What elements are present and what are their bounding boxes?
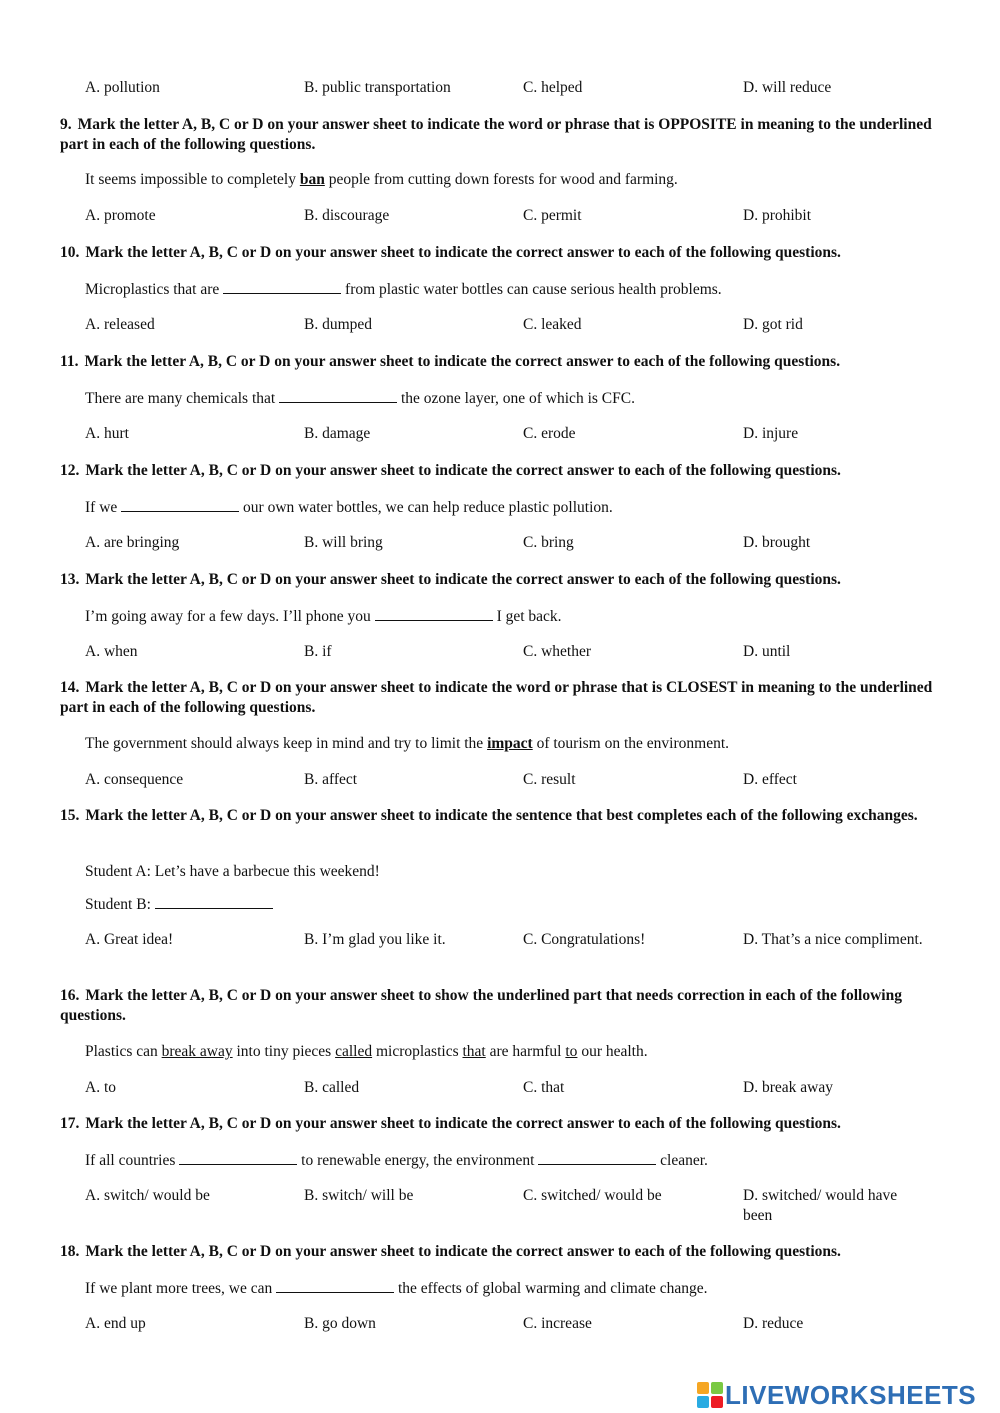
instruction-text: Mark the letter A, B, C or D on your answer sheet to indicate the correct answer to each of the following questions. bbox=[85, 571, 841, 588]
question-18-options bbox=[0, 1314, 1000, 1354]
underlined-word: ban bbox=[299, 171, 325, 188]
option-b[interactable]: B. public transportation bbox=[304, 79, 451, 96]
option-d[interactable]: D. got rid bbox=[743, 316, 803, 333]
question-16-sentence bbox=[85, 1042, 945, 1062]
icon-square bbox=[711, 1396, 723, 1408]
answer-blank[interactable] bbox=[155, 894, 273, 909]
option-a[interactable]: A. consequence bbox=[85, 771, 184, 788]
question-16-instruction bbox=[60, 986, 940, 1026]
question-10-sentence bbox=[85, 279, 945, 300]
question-14-options bbox=[0, 770, 1000, 810]
sentence-text: I’m going away for a few days. I’ll phone you bbox=[85, 608, 375, 625]
icon-square bbox=[697, 1382, 709, 1394]
sentence-text: If all countries bbox=[85, 1152, 180, 1169]
question-18-sentence bbox=[85, 1278, 945, 1299]
option-d[interactable]: D. until bbox=[743, 643, 791, 660]
question-10-instruction bbox=[60, 243, 940, 263]
question-number: 18. bbox=[60, 1243, 80, 1260]
option-a[interactable]: A. hurt bbox=[85, 425, 129, 442]
sentence-text: Microplastics that are bbox=[85, 281, 224, 298]
sentence-text: cleaner. bbox=[656, 1152, 708, 1169]
option-b[interactable]: B. go down bbox=[304, 1315, 376, 1332]
question-14-sentence bbox=[85, 734, 945, 754]
question-12-options bbox=[0, 533, 1000, 573]
option-a[interactable]: A. pollution bbox=[85, 79, 160, 96]
answer-blank[interactable] bbox=[538, 1150, 656, 1165]
instruction-text: Mark the letter A, B, C or D on your answer sheet to indicate the correct answer to each of the following questions. bbox=[85, 244, 841, 261]
question-13-options bbox=[0, 642, 1000, 682]
answer-blank[interactable] bbox=[279, 388, 397, 403]
question-10-options bbox=[0, 315, 1000, 355]
sentence-text: There are many chemicals that bbox=[85, 390, 280, 407]
underlined-part-c: that bbox=[462, 1043, 486, 1060]
option-a[interactable]: A. promote bbox=[85, 207, 156, 224]
sentence-text: the effects of global warming and climate change. bbox=[394, 1280, 708, 1297]
option-c[interactable]: C. permit bbox=[523, 207, 582, 224]
question-number: 17. bbox=[60, 1115, 80, 1132]
option-c[interactable]: C. leaked bbox=[523, 316, 582, 333]
icon-square bbox=[711, 1382, 723, 1394]
option-c[interactable]: C. whether bbox=[523, 643, 592, 660]
question-11-options bbox=[0, 424, 1000, 464]
question-13-instruction bbox=[60, 570, 940, 590]
option-d[interactable]: D. effect bbox=[743, 771, 797, 788]
option-b[interactable]: B. called bbox=[304, 1079, 360, 1096]
question-15-options bbox=[0, 930, 1000, 970]
option-b[interactable]: B. dumped bbox=[304, 316, 373, 333]
question-13-sentence bbox=[85, 606, 945, 627]
question-15-line-a: Student A: Let’s have a barbecue this weekend! bbox=[85, 863, 380, 880]
q8-options bbox=[0, 78, 1000, 118]
sentence-text: are harmful bbox=[485, 1043, 566, 1060]
option-a[interactable]: A. switch/ would be bbox=[85, 1187, 210, 1204]
question-11-instruction bbox=[60, 352, 940, 372]
sentence-text: I get back. bbox=[492, 608, 562, 625]
option-d[interactable]: D. break away bbox=[743, 1079, 833, 1096]
underlined-word: impact bbox=[487, 735, 533, 752]
question-number: 10. bbox=[60, 244, 80, 261]
question-9-instruction bbox=[60, 115, 940, 155]
underlined-part-b: called bbox=[335, 1043, 373, 1060]
question-9-options bbox=[0, 206, 1000, 246]
option-a[interactable]: A. end up bbox=[85, 1315, 146, 1332]
question-17-options bbox=[0, 1186, 1000, 1226]
liveworksheets-logo[interactable] bbox=[697, 1378, 976, 1412]
sentence-text: Student B: bbox=[85, 896, 155, 913]
answer-blank[interactable] bbox=[121, 497, 239, 512]
sentence-text: from plastic water bottles can cause serious health problems. bbox=[341, 281, 722, 298]
option-c[interactable]: C. erode bbox=[523, 425, 576, 442]
question-12-instruction bbox=[60, 461, 940, 481]
sentence-text: to renewable energy, the environment bbox=[297, 1152, 539, 1169]
option-d[interactable]: D. switched/ would have been bbox=[743, 1187, 898, 1224]
icon-square bbox=[697, 1396, 709, 1408]
sentence-text: If we bbox=[85, 499, 122, 516]
option-c[interactable]: C. increase bbox=[523, 1315, 592, 1332]
question-number: 9. bbox=[60, 116, 72, 133]
question-number: 16. bbox=[60, 987, 80, 1004]
option-d[interactable]: D. brought bbox=[743, 534, 811, 551]
answer-blank[interactable] bbox=[276, 1278, 394, 1293]
question-15-instruction bbox=[60, 806, 940, 826]
sentence-text: our own water bottles, we can help reduce plastic pollution. bbox=[239, 499, 613, 516]
option-c[interactable]: C. result bbox=[523, 771, 576, 788]
liveworksheets-icon bbox=[697, 1382, 723, 1408]
instruction-text: Mark the letter A, B, C or D on your answer sheet to indicate the correct answer to each of the following questions. bbox=[85, 462, 841, 479]
sentence-text: of tourism on the environment. bbox=[532, 735, 730, 752]
question-number: 11. bbox=[60, 353, 79, 370]
instruction-text: Mark the letter A, B, C or D on your answer sheet to indicate the word or phrase that is CLOSEST in meaning to the underlined part in each of the following questions. bbox=[60, 679, 933, 716]
question-number: 13. bbox=[60, 571, 80, 588]
option-b[interactable]: B. affect bbox=[304, 771, 358, 788]
option-d[interactable]: D. That’s a nice compliment. bbox=[743, 931, 923, 948]
sentence-text: The government should always keep in mind and try to limit the bbox=[85, 735, 488, 752]
brand-text: LIVEWORKSHEETS bbox=[725, 1379, 977, 1410]
question-11-sentence bbox=[85, 388, 945, 409]
instruction-text: Mark the letter A, B, C or D on your answer sheet to indicate the correct answer to each of the following questions. bbox=[84, 353, 841, 370]
option-c[interactable]: C. that bbox=[523, 1079, 565, 1096]
option-c[interactable]: C. bring bbox=[523, 534, 574, 551]
sentence-text: into tiny pieces bbox=[232, 1043, 336, 1060]
question-15-line-b bbox=[85, 894, 945, 915]
question-14-instruction bbox=[60, 678, 940, 718]
option-d[interactable]: D. reduce bbox=[743, 1315, 804, 1332]
sentence-text: It seems impossible to completely bbox=[85, 171, 300, 188]
option-d[interactable]: D. will reduce bbox=[743, 79, 832, 96]
option-a[interactable]: A. to bbox=[85, 1079, 116, 1096]
sentence-text: If we plant more trees, we can bbox=[85, 1280, 277, 1297]
underlined-part-d: break away bbox=[161, 1043, 233, 1060]
sentence-text: people from cutting down forests for wood and farming. bbox=[324, 171, 678, 188]
underlined-part-a: to bbox=[565, 1043, 578, 1060]
sentence-text: our health. bbox=[577, 1043, 648, 1060]
option-d[interactable]: D. injure bbox=[743, 425, 799, 442]
option-b[interactable]: B. I’m glad you like it. bbox=[304, 931, 446, 948]
question-9-sentence bbox=[85, 170, 945, 190]
instruction-text: Mark the letter A, B, C or D on your answer sheet to indicate the word or phrase that is OPPOSITE in meaning to the underlined part in each of the following questions. bbox=[60, 116, 932, 153]
sentence-text: microplastics bbox=[372, 1043, 463, 1060]
question-number: 12. bbox=[60, 462, 80, 479]
option-a[interactable]: A. Great idea! bbox=[85, 931, 174, 948]
option-a[interactable]: A. released bbox=[85, 316, 155, 333]
sentence-text: Plastics can bbox=[85, 1043, 162, 1060]
option-a[interactable]: A. are bringing bbox=[85, 534, 180, 551]
option-b[interactable]: B. will bring bbox=[304, 534, 383, 551]
sentence-text: the ozone layer, one of which is CFC. bbox=[397, 390, 635, 407]
option-b[interactable]: B. discourage bbox=[304, 207, 390, 224]
instruction-text: Mark the letter A, B, C or D on your answer sheet to indicate the correct answer to each of the following questions. bbox=[85, 1115, 841, 1132]
option-c[interactable]: C. switched/ would be bbox=[523, 1187, 662, 1204]
question-17-instruction bbox=[60, 1114, 940, 1134]
option-d[interactable]: D. prohibit bbox=[743, 207, 812, 224]
option-c[interactable]: C. helped bbox=[523, 79, 583, 96]
option-b[interactable]: B. damage bbox=[304, 425, 371, 442]
option-a[interactable]: A. when bbox=[85, 643, 138, 660]
option-b[interactable]: B. switch/ will be bbox=[304, 1187, 414, 1204]
question-12-sentence bbox=[85, 497, 945, 518]
instruction-text: Mark the letter A, B, C or D on your answer sheet to show the underlined part that needs correction in each of the following questions. bbox=[60, 987, 902, 1024]
option-c[interactable]: C. Congratulations! bbox=[523, 931, 646, 948]
question-number: 15. bbox=[60, 807, 80, 824]
answer-blank[interactable] bbox=[375, 606, 493, 621]
question-16-options bbox=[0, 1078, 1000, 1118]
instruction-text: Mark the letter A, B, C or D on your answer sheet to indicate the correct answer to each of the following questions. bbox=[85, 1243, 841, 1260]
instruction-text: Mark the letter A, B, C or D on your answer sheet to indicate the sentence that best completes each of the following exchanges. bbox=[85, 807, 918, 824]
question-number: 14. bbox=[60, 679, 80, 696]
answer-blank[interactable] bbox=[179, 1150, 297, 1165]
question-17-sentence bbox=[85, 1150, 945, 1171]
answer-blank[interactable] bbox=[223, 279, 341, 294]
option-b[interactable]: B. if bbox=[304, 643, 332, 660]
question-18-instruction bbox=[60, 1242, 940, 1262]
